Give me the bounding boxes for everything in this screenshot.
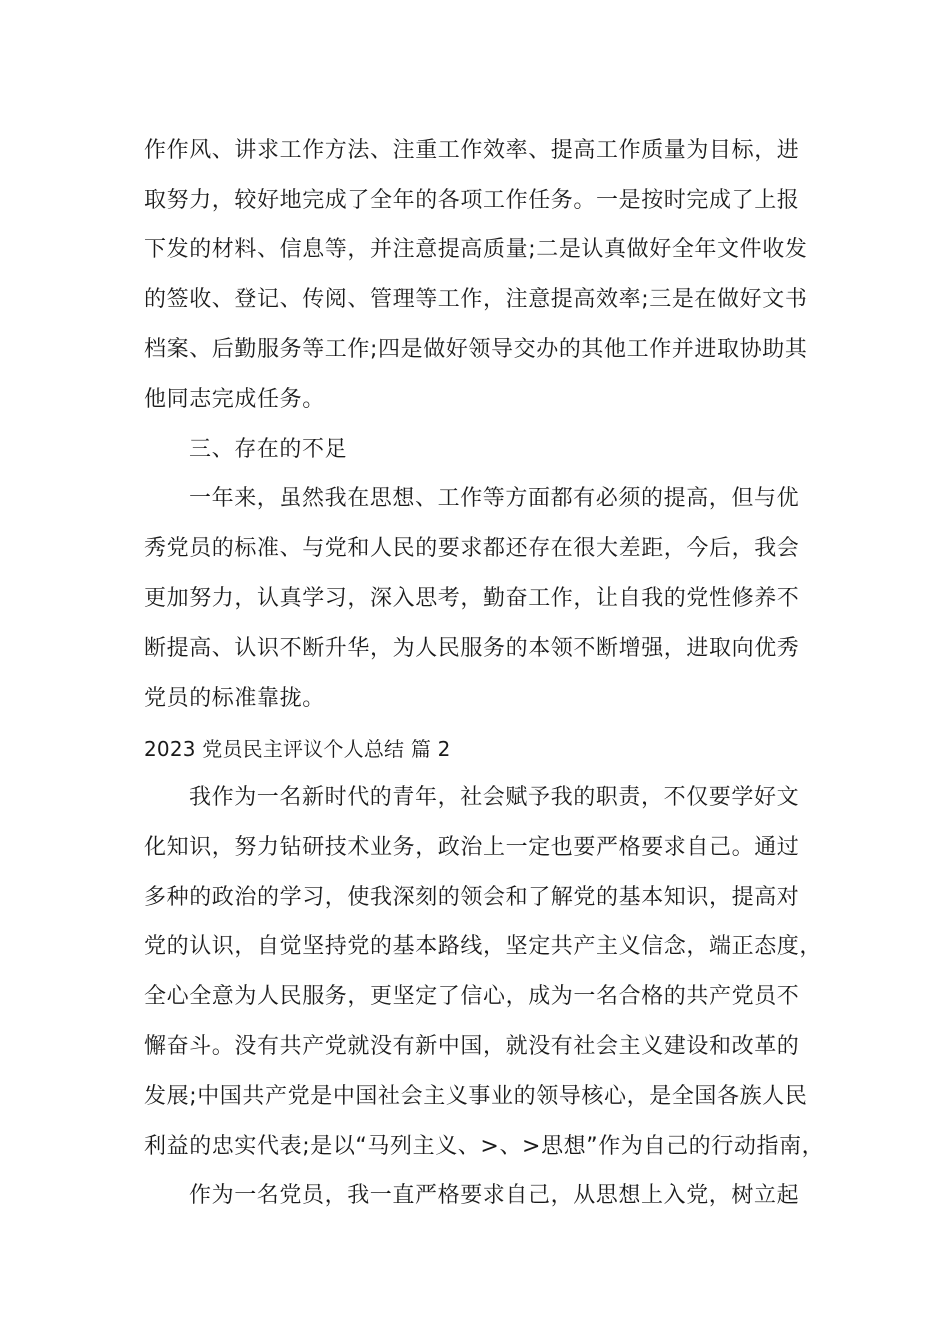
paragraph-line: 下发的材料、信息等，并注意提高质量;二是认真做好全年文件收发 [144,237,808,262]
paragraph-line: 党的认识，自觉坚持党的基本路线，坚定共产主义信念，端正态度， [144,934,823,959]
section-heading: 三、存在的不足 [189,437,348,462]
paragraph-line: 秀党员的标准、与党和人民的要求都还存在很大差距，今后，我会 [144,536,800,561]
paragraph-line: 利益的忠实代表;是以“马列主义、>、>思想”作为自己的行动指南， [144,1134,825,1159]
paragraph-line: 档案、后勤服务等工作;四是做好领导交办的其他工作并进取协助其 [144,337,808,362]
paragraph-line: 化知识，努力钻研技术业务，政治上一定也要严格要求自己。通过 [144,835,800,860]
paragraph-line: 他同志完成任务。 [144,387,325,412]
paragraph-line: 断提高、认识不断升华，为人民服务的本领不断增强，进取向优秀 [144,636,800,661]
paragraph-line: 党员的标准靠拢。 [144,686,325,711]
paragraph-line: 取努力，较好地完成了全年的各项工作任务。一是按时完成了上报 [144,188,800,213]
paragraph-line: 我作为一名新时代的青年，社会赋予我的职责，不仅要学好文 [189,785,800,810]
paragraph-line: 的签收、登记、传阅、管理等工作，注意提高效率;三是在做好文书 [144,287,808,312]
paragraph-line: 一年来，虽然我在思想、工作等方面都有必须的提高，但与优 [189,486,800,511]
paragraph-line: 懈奋斗。没有共产党就没有新中国，就没有社会主义建设和改革的 [144,1034,800,1059]
article-title: 2023 党员民主评议个人总结 篇 2 [144,737,451,761]
paragraph-line: 作作风、讲求工作方法、注重工作效率、提高工作质量为目标，进 [144,138,800,163]
paragraph-line: 发展;中国共产党是中国社会主义事业的领导核心，是全国各族人民 [144,1084,808,1109]
paragraph-line: 作为一名党员，我一直严格要求自己，从思想上入党，树立起 [189,1183,800,1208]
paragraph-line: 更加努力，认真学习，深入思考，勤奋工作，让自我的党性修养不 [144,586,800,611]
paragraph-line: 全心全意为人民服务，更坚定了信心，成为一名合格的共产党员不 [144,984,800,1009]
paragraph-line: 多种的政治的学习，使我深刻的领会和了解党的基本知识，提高对 [144,885,800,910]
